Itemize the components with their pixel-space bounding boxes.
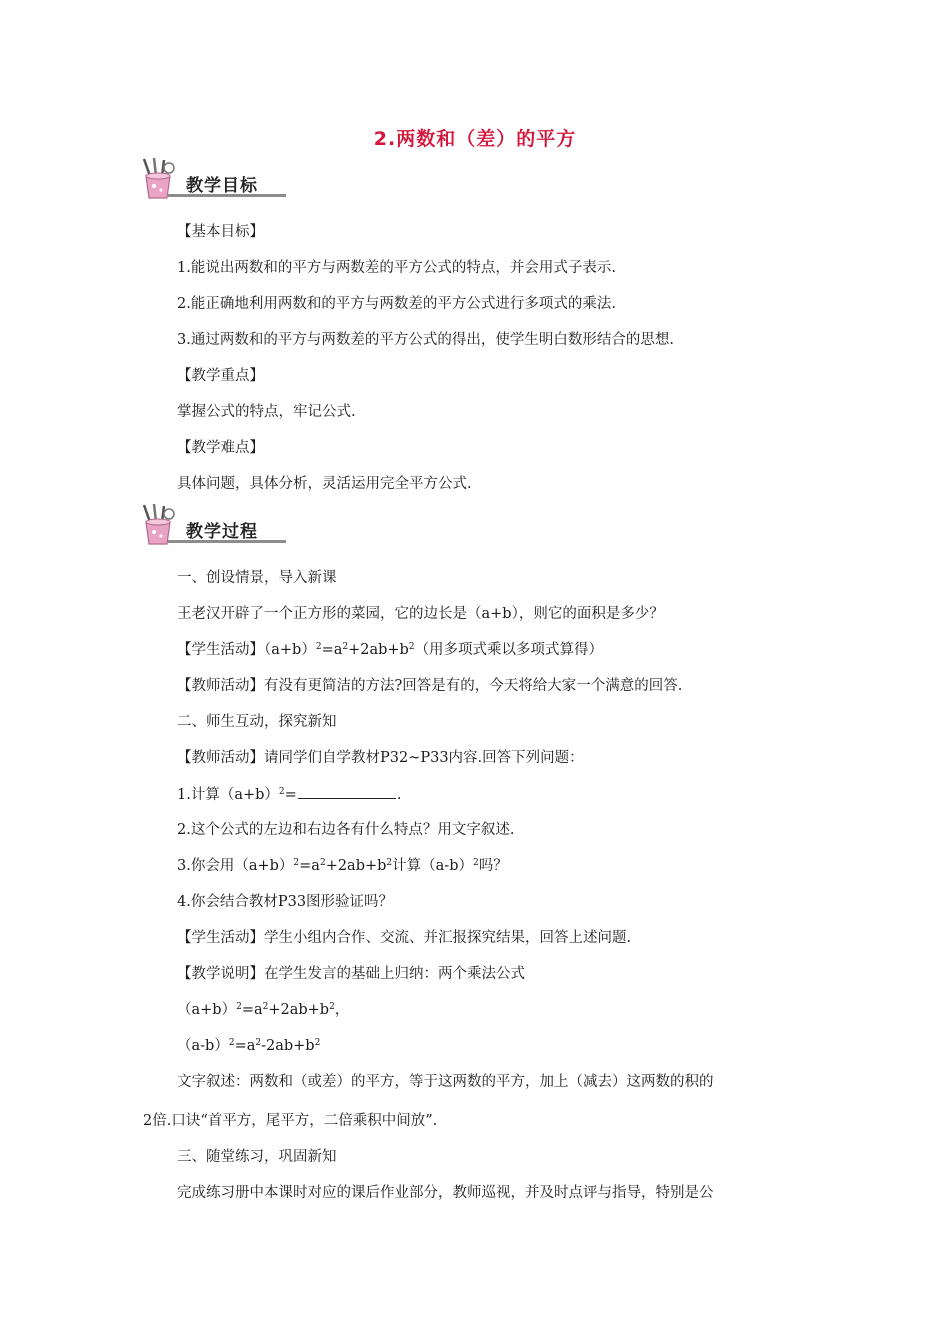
text-line: 2.这个公式的左边和右边各有什么特点？用文字叙述. — [177, 822, 515, 838]
text-line: 【教师活动】有没有更简洁的方法?回答是有的，今天将给大家一个满意的回答. — [177, 678, 683, 694]
formula-line: $(a-b)^2=a^2-2ab+b^2$ — [177, 1038, 321, 1054]
text-line: 掌握公式的特点，牢记公式. — [177, 404, 356, 420]
text-line: 完成练习册中本课时对应的课后作业部分，教师巡视，并及时点评与指导，特别是公 — [177, 1185, 714, 1201]
text-line: 文字叙述：两数和（或差）的平方，等于这两数的平方，加上（减去）这两数的积的 — [177, 1074, 714, 1090]
text-line: 二、师生互动，探究新知 — [177, 714, 337, 730]
text-line: 【教学说明】在学生发言的基础上归纳：两个乘法公式 — [177, 966, 525, 982]
text-line: 【教学重点】 — [177, 368, 264, 384]
text-line: 1.能说出两数和的平方与两数差的平方公式的特点，并会用式子表示. — [177, 260, 616, 276]
text-line: 4.你会结合教材P33图形验证吗？ — [177, 894, 394, 910]
formula-line: $(a+b)^2=a^2+2ab+b^2$， — [177, 1002, 350, 1018]
text-line: 三、随堂练习，巩固新知 — [177, 1149, 337, 1165]
text-line: 2倍.口诀“首平方，尾平方，二倍乘积中间放”. — [143, 1113, 438, 1129]
formula-line: 3.你会用$(a+b)^2=a^2+2ab+b^2$计算$(a-b)^2$吗？ — [177, 858, 508, 874]
section-title-goals: 教学目标 — [186, 176, 258, 196]
section-header-goals — [140, 156, 290, 204]
text-line: 一、创设情景，导入新课 — [177, 570, 337, 586]
text-line: 2.能正确地利用两数和的平方与两数差的平方公式进行多项式的乘法. — [177, 296, 616, 312]
question-line: 1.计算$(a+b)^2=$ . — [177, 784, 401, 805]
text-line: 【学生活动】学生小组内合作、交流、并汇报探究结果，回答上述问题. — [177, 930, 632, 946]
answer-blank — [298, 784, 396, 799]
text-line: 【教学难点】 — [177, 440, 264, 456]
text-line: 王老汉开辟了一个正方形的菜园，它的边长是（a+b），则它的面积是多少？ — [177, 606, 664, 622]
text-line: 【教师活动】请同学们自学教材P32~P33内容.回答下列问题： — [177, 750, 584, 766]
formula-line: 【学生活动】$(a+b)^2=a^2+2ab+b^2$（用多项式乘以多项式算得） — [177, 642, 604, 658]
text-line: 【基本目标】 — [177, 224, 264, 240]
text-line: 具体问题，具体分析，灵活运用完全平方公式. — [177, 476, 472, 492]
section-title-process: 教学过程 — [186, 522, 258, 542]
page-title: 2.两数和（差）的平方 — [373, 128, 577, 150]
section-header-process — [140, 502, 290, 550]
text-line: 3.通过两数和的平方与两数差的平方公式的得出，使学生明白数形结合的思想. — [177, 332, 674, 348]
